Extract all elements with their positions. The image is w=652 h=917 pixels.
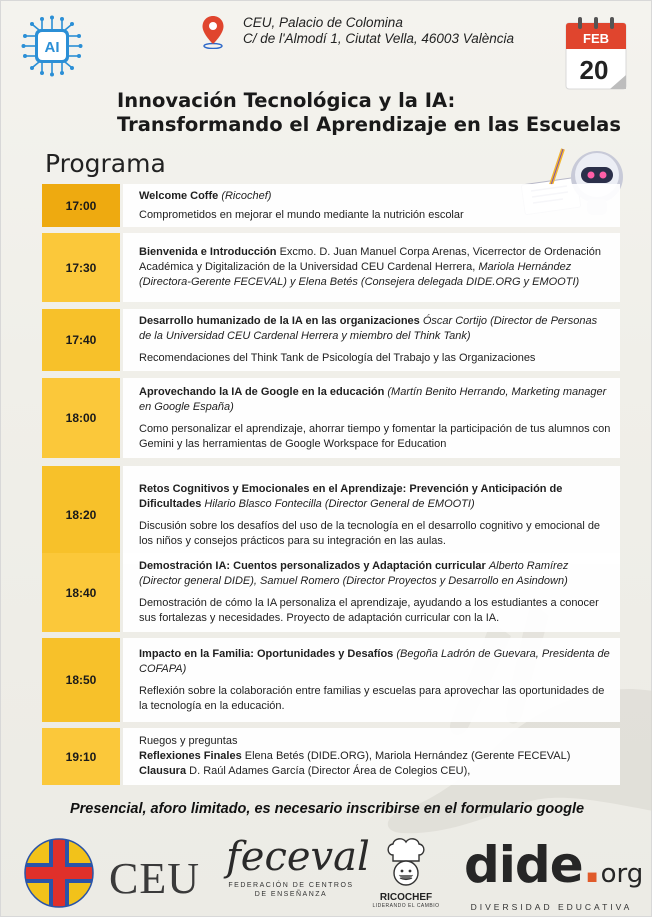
row-content	[123, 378, 620, 458]
row-speaker: (Martín Benito Herrando, Marketing manager en Google España)	[139, 385, 607, 413]
dide-subtitle: DIVERSIDAD EDUCATIVA	[470, 902, 633, 912]
row-content	[123, 553, 620, 632]
row-description: Reflexión sobre la colaboración entre familias y escuelas para aprovechar las oportunidades de la tecnología en la educación.	[139, 684, 605, 712]
ai-badge-text: AI	[44, 39, 60, 56]
calendar-icon	[564, 15, 630, 93]
feceval-logo	[226, 833, 370, 899]
row-text-2: Elena Betés (DIDE.ORG), Mariola Hernández (Gerente FECEVAL)	[241, 750, 571, 762]
venue-address	[243, 15, 514, 47]
row-speaker: Mariola Hernández (Directora-Gerente FECEVAL) y Elena Betés (Consejera delegada DIDE.ORG y EMOOTI)	[139, 261, 580, 288]
calendar-day: 20	[579, 55, 609, 85]
row-text-3: D. Raúl Adames García (Director Área de Colegios CEU),	[186, 765, 471, 777]
location-pin-icon	[201, 15, 225, 49]
address-line-1: CEU, Palacio de Colomina	[243, 15, 403, 30]
ceu-logo: CEU	[109, 854, 200, 903]
row-content	[123, 638, 620, 722]
row-content	[123, 309, 620, 371]
row-title: Welcome Coffe	[139, 189, 219, 202]
row-time: 19:10	[42, 728, 120, 785]
university-seal-logo	[23, 837, 95, 909]
dide-name: dide	[464, 836, 583, 894]
row-time: 18:50	[42, 638, 120, 722]
row-content	[123, 184, 620, 227]
row-time: 17:30	[42, 233, 120, 302]
row-speaker: (Begoña Ladrón de Guevara, Presidenta de COFAPA)	[139, 647, 610, 675]
row-title: Demostración IA: Cuentos personalizados y Adaptación curricular	[139, 560, 486, 572]
row-time: 18:00	[42, 378, 120, 458]
title-line-2: Transformando el Aprendizaje en las Escuelas	[117, 113, 621, 136]
row-title: Retos Cognitivos y Emocionales en el Aprendizaje: Prevención y Anticipación de Dificultades	[139, 482, 563, 510]
row-content	[123, 728, 620, 785]
ai-chip-icon	[21, 15, 83, 77]
row-description: Discusión sobre los desafíos del uso de la tecnología en el desarrollo cognitivo y emocional de los niños y consejos prácticos para su integración en las aulas.	[139, 519, 601, 547]
row-title: Impacto en la Familia: Oportunidades y Desafíos	[139, 647, 394, 660]
row-title: Bienvenida e Introducción	[139, 246, 277, 258]
row-description: Demostración de cómo la IA personaliza el aprendizaje, ayudando a los estudiantes a conocer sus fortalezas y necesidades. Proyecto de adaptación curricular con la IA.	[139, 597, 599, 624]
ricochef-name: RICOCHEF	[379, 892, 433, 903]
schedule-row	[42, 466, 620, 564]
row-description: Comprometidos en mejorar el mundo mediante la nutrición escolar	[139, 208, 464, 221]
row-title: Desarrollo humanizado de la IA en las organizaciones	[139, 315, 420, 327]
schedule-row	[42, 638, 620, 722]
dide-org: org	[600, 859, 644, 889]
row-speaker: Alberto Ramírez (Director general DIDE), Samuel Romero (Director Proyectos y Desarrollo en Asindown)	[139, 560, 569, 587]
row-time: 17:00	[42, 184, 120, 227]
chef-icon	[383, 837, 429, 887]
ricochef-logo	[371, 837, 441, 913]
title-line-1: Innovación Tecnológica y la IA:	[117, 89, 456, 112]
ricochef-subtitle: LIDERANDO EL CAMBIO	[372, 903, 440, 909]
registration-notice: Presencial, aforo limitado, es necesario inscribirse en el formulario google	[69, 801, 585, 817]
row-description: Como personalizar el aprendizaje, ahorrar tiempo y fomentar la participación de tus alumnos con Gemini y las herramientas de Google Workspace for Education	[139, 422, 611, 450]
row-time: 18:40	[42, 553, 120, 632]
dide-dot: .	[582, 836, 601, 894]
row-title: Aprovechando la IA de Google en la educación	[139, 385, 385, 398]
page-title	[117, 89, 627, 137]
row-speaker: (Ricochef)	[221, 189, 272, 202]
dide-wordmark	[464, 836, 644, 902]
row-speaker: Hilario Blasco Fontecilla (Director General de EMOOTI)	[204, 497, 475, 510]
schedule-row	[42, 728, 620, 785]
calendar-month: FEB	[583, 31, 609, 46]
row-speaker-plain: Excmo. D. Juan Manuel Corpa Arenas, Vicerrector de Ordenación Académica y Digitalización de la Universidad CEU Cardenal Herrera,	[139, 246, 601, 273]
row-content	[123, 466, 620, 564]
dide-logo	[464, 836, 644, 912]
section-title: Programa	[45, 149, 166, 178]
schedule-row	[42, 309, 620, 371]
row-time: 17:40	[42, 309, 120, 371]
row-content	[123, 233, 620, 302]
row-line-1: Ruegos y preguntas	[139, 735, 238, 747]
feceval-subtitle-2: DE ENSEÑANZA	[254, 891, 328, 898]
feceval-name: feceval	[226, 834, 370, 880]
schedule-row	[42, 184, 620, 227]
row-speaker: Óscar Cortijo (Director de Personas de la Universidad CEU Cardenal Herrera y miembro del Think Tank)	[139, 315, 598, 342]
schedule-row	[42, 233, 620, 302]
row-time: 18:20	[42, 466, 120, 564]
schedule-row	[42, 553, 620, 632]
schedule-row	[42, 378, 620, 458]
address-line-2: C/ de l'Almodí 1, Ciutat Vella, 46003 València	[243, 31, 514, 46]
row-title-3: Clausura	[139, 765, 187, 777]
feceval-subtitle-1: FEDERACIÓN DE CENTROS	[228, 882, 354, 889]
row-description: Recomendaciones del Think Tank de Psicología del Trabajo y las Organizaciones	[139, 352, 536, 364]
row-title-2: Reflexiones Finales	[139, 750, 242, 762]
